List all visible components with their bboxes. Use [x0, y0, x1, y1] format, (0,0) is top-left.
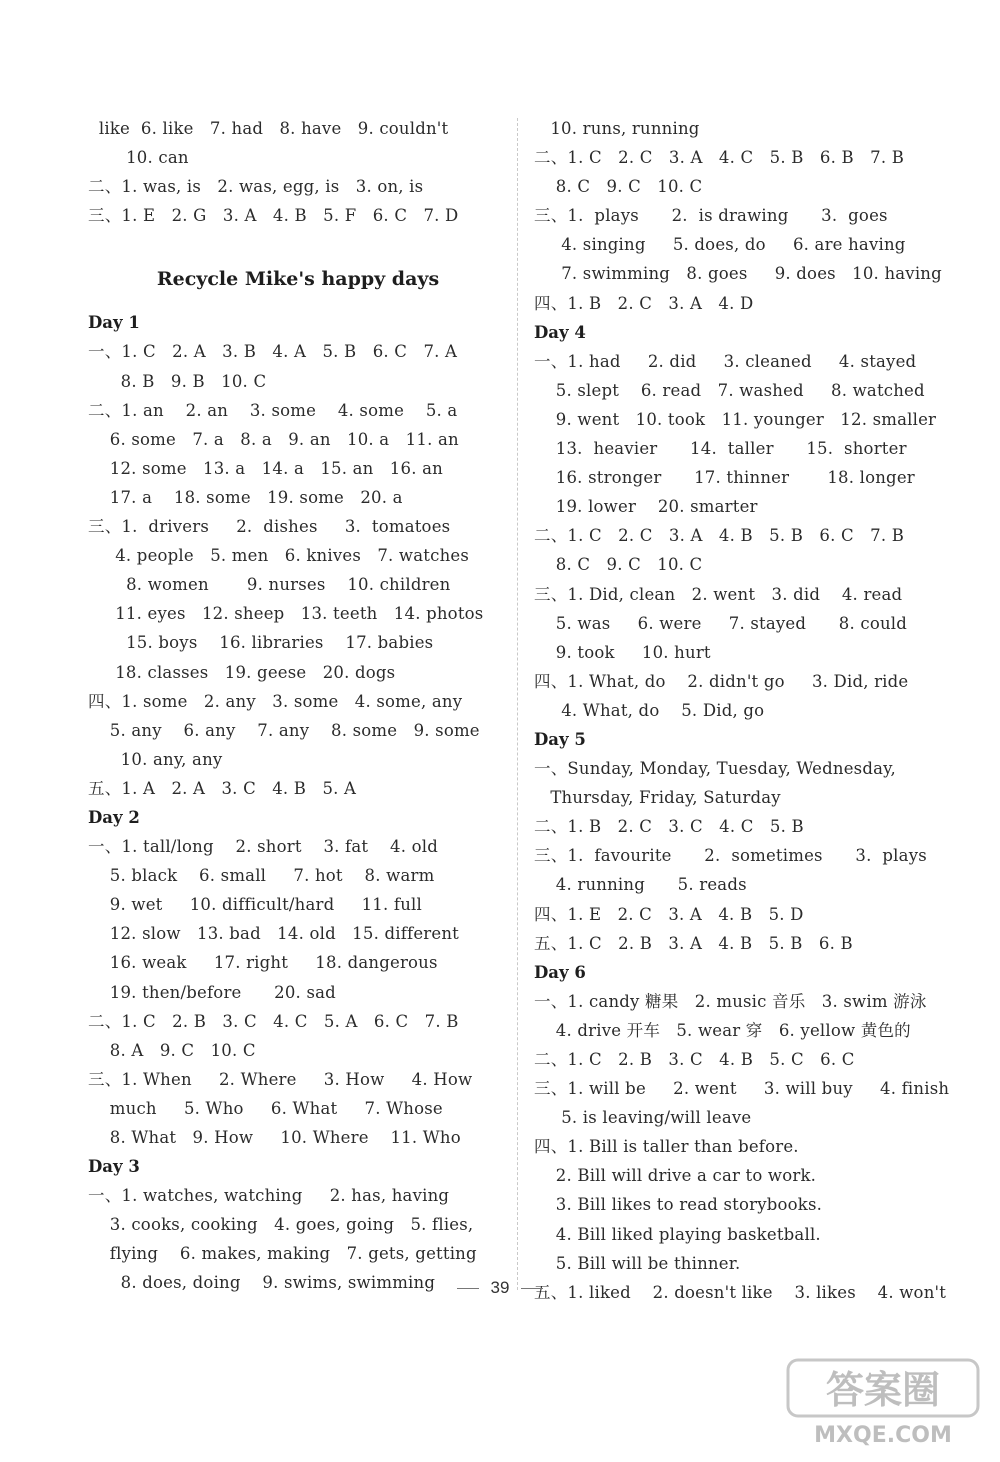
answer-line: 8. C 9. C 10. C [534, 177, 703, 197]
answer-line: 一、Sunday, Monday, Tuesday, Wednesday, [534, 759, 896, 779]
answer-line: 12. slow 13. bad 14. old 15. different [88, 924, 459, 944]
watermark-title: 答案圈 [825, 1368, 941, 1412]
answer-line: 5. any 6. any 7. any 8. some 9. some [88, 720, 480, 740]
watermark-logo [786, 1356, 986, 1448]
answer-line: 5. was 6. were 7. stayed 8. could [534, 613, 908, 633]
answer-line: 19. then/before 20. sad [88, 982, 336, 1002]
answer-line: 二、1. was, is 2. was, egg, is 3. on, is [88, 177, 424, 197]
answer-line: 二、1. an 2. an 3. some 4. some 5. a [88, 400, 458, 420]
answer-line: 5. slept 6. read 7. washed 8. watched [534, 380, 925, 400]
answer-line: 11. eyes 12. sheep 13. teeth 14. photos [88, 604, 484, 624]
answer-line: 8. A 9. C 10. C [88, 1040, 256, 1060]
section-title: Recycle Mike's happy days [156, 268, 440, 291]
answer-line: 18. classes 19. geese 20. dogs [88, 662, 396, 682]
answer-line: 19. lower 20. smarter [534, 497, 758, 517]
answer-line: 四、1. What, do 2. didn't go 3. Did, ride [534, 671, 909, 691]
footer-dash-left [457, 1288, 479, 1289]
answer-line: 8. women 9. nurses 10. children [88, 575, 451, 595]
answer-line: 6. some 7. a 8. a 9. an 10. a 11. an [88, 429, 459, 449]
page-footer [0, 1278, 1000, 1298]
answer-line: 3. Bill likes to read storybooks. [534, 1195, 823, 1215]
answer-line: like 6. like 7. had 8. have 9. couldn't [88, 119, 449, 138]
watermark-url: MXQE.COM [814, 1423, 952, 1448]
answer-line: 三、1. favourite 2. sometimes 3. plays [534, 846, 927, 866]
answer-line: 3. cooks, cooking 4. goes, going 5. flies, [88, 1215, 474, 1235]
answer-line: 2. Bill will drive a car to work. [534, 1166, 817, 1186]
day-heading: Day 2 [88, 807, 140, 827]
answer-line: 4. running 5. reads [534, 875, 747, 895]
answer-line: 三、1. drivers 2. dishes 3. tomatoes [88, 517, 451, 537]
day-heading: Day 6 [534, 962, 586, 982]
answer-line: 15. boys 16. libraries 17. babies [88, 633, 434, 653]
answer-line: much 5. Who 6. What 7. Whose [88, 1098, 443, 1118]
page-number: 39 [490, 1278, 510, 1297]
answer-line: 二、1. C 2. C 3. A 4. B 5. B 6. C 7. B [534, 526, 905, 546]
answer-line: 三、1. When 2. Where 3. How 4. How [88, 1069, 473, 1089]
answer-line: 9. took 10. hurt [534, 642, 711, 662]
answer-line: 17. a 18. some 19. some 20. a [88, 487, 403, 507]
answer-line: 一、1. watches, watching 2. has, having [88, 1186, 450, 1206]
answer-line: 二、1. C 2. B 3. C 4. C 5. A 6. C 7. B [88, 1011, 459, 1031]
right-column [534, 114, 954, 1307]
answer-line: 二、1. B 2. C 3. C 4. C 5. B [534, 817, 804, 837]
answer-line: 四、1. E 2. C 3. A 4. B 5. D [534, 904, 804, 924]
answer-line: 一、1. tall/long 2. short 3. fat 4. old [88, 837, 438, 857]
answer-line: 12. some 13. a 14. a 15. an 16. an [88, 458, 443, 478]
answer-line: 五、1. A 2. A 3. C 4. B 5. A [88, 778, 357, 798]
answer-line: 5. is leaving/will leave [534, 1108, 752, 1128]
day-heading: Day 4 [534, 322, 586, 342]
answer-line: 16. weak 17. right 18. dangerous [88, 953, 438, 973]
answer-line: 4. What, do 5. Did, go [534, 700, 765, 720]
answer-line: 三、1. will be 2. went 3. will buy 4. finish [534, 1079, 950, 1099]
day-heading: Day 1 [88, 313, 140, 333]
answer-line: 5. black 6. small 7. hot 8. warm [88, 866, 435, 886]
answer-line: 二、1. C 2. B 3. C 4. B 5. C 6. C [534, 1050, 855, 1069]
answer-line: 10. any, any [88, 749, 223, 769]
answer-line: flying 6. makes, making 7. gets, getting [88, 1244, 477, 1264]
answer-line: 四、1. Bill is taller than before. [534, 1137, 799, 1157]
answer-line: 三、1. plays 2. is drawing 3. goes [534, 206, 888, 226]
column-divider [517, 118, 518, 1290]
answer-line: 4. drive 开车 5. wear 穿 6. yellow 黄色的 [534, 1020, 911, 1040]
answer-line: 8. does, doing 9. swims, swimming [88, 1273, 436, 1293]
answer-line: 8. C 9. C 10. C [534, 555, 703, 575]
answer-line: 13. heavier 14. taller 15. shorter [534, 439, 907, 459]
answer-line: Thursday, Friday, Saturday [534, 788, 781, 808]
answer-line: 五、1. liked 2. doesn't like 3. likes 4. won't [534, 1282, 947, 1302]
answer-line: 4. people 5. men 6. knives 7. watches [88, 546, 470, 566]
answer-line: 9. wet 10. difficult/hard 11. full [88, 895, 422, 915]
answer-line: 10. can [88, 148, 189, 168]
answer-line: 一、1. C 2. A 3. B 4. A 5. B 6. C 7. A [88, 342, 458, 362]
answer-line: 三、1. E 2. G 3. A 4. B 5. F 6. C 7. D [88, 206, 459, 226]
answer-line: 四、1. some 2. any 3. some 4. some, any [88, 691, 463, 711]
answer-line: 一、1. had 2. did 3. cleaned 4. stayed [534, 351, 917, 371]
footer-dash-right [521, 1288, 543, 1289]
answer-line: 4. Bill liked playing basketball. [534, 1224, 821, 1244]
answer-line: 4. singing 5. does, do 6. are having [534, 235, 906, 255]
answer-line: 三、1. Did, clean 2. went 3. did 4. read [534, 584, 903, 604]
left-column [88, 114, 508, 1298]
answer-line: 8. What 9. How 10. Where 11. Who [88, 1128, 461, 1147]
answer-line: 10. runs, running [534, 119, 700, 138]
answer-line: 四、1. B 2. C 3. A 4. D [534, 293, 754, 313]
answer-line: 一、1. candy 糖果 2. music 音乐 3. swim 游泳 [534, 991, 927, 1011]
answer-line: 7. swimming 8. goes 9. does 10. having [534, 264, 942, 284]
answer-line: 五、1. C 2. B 3. A 4. B 5. B 6. B [534, 933, 853, 953]
answer-line: 9. went 10. took 11. younger 12. smaller [534, 409, 937, 429]
answer-line: 16. stronger 17. thinner 18. longer [534, 468, 915, 488]
day-heading: Day 5 [534, 729, 586, 749]
answer-line: 二、1. C 2. C 3. A 4. C 5. B 6. B 7. B [534, 148, 905, 168]
day-heading: Day 3 [88, 1157, 140, 1177]
answer-line: 8. B 9. B 10. C [88, 371, 267, 391]
answer-line: 5. Bill will be thinner. [534, 1253, 741, 1273]
